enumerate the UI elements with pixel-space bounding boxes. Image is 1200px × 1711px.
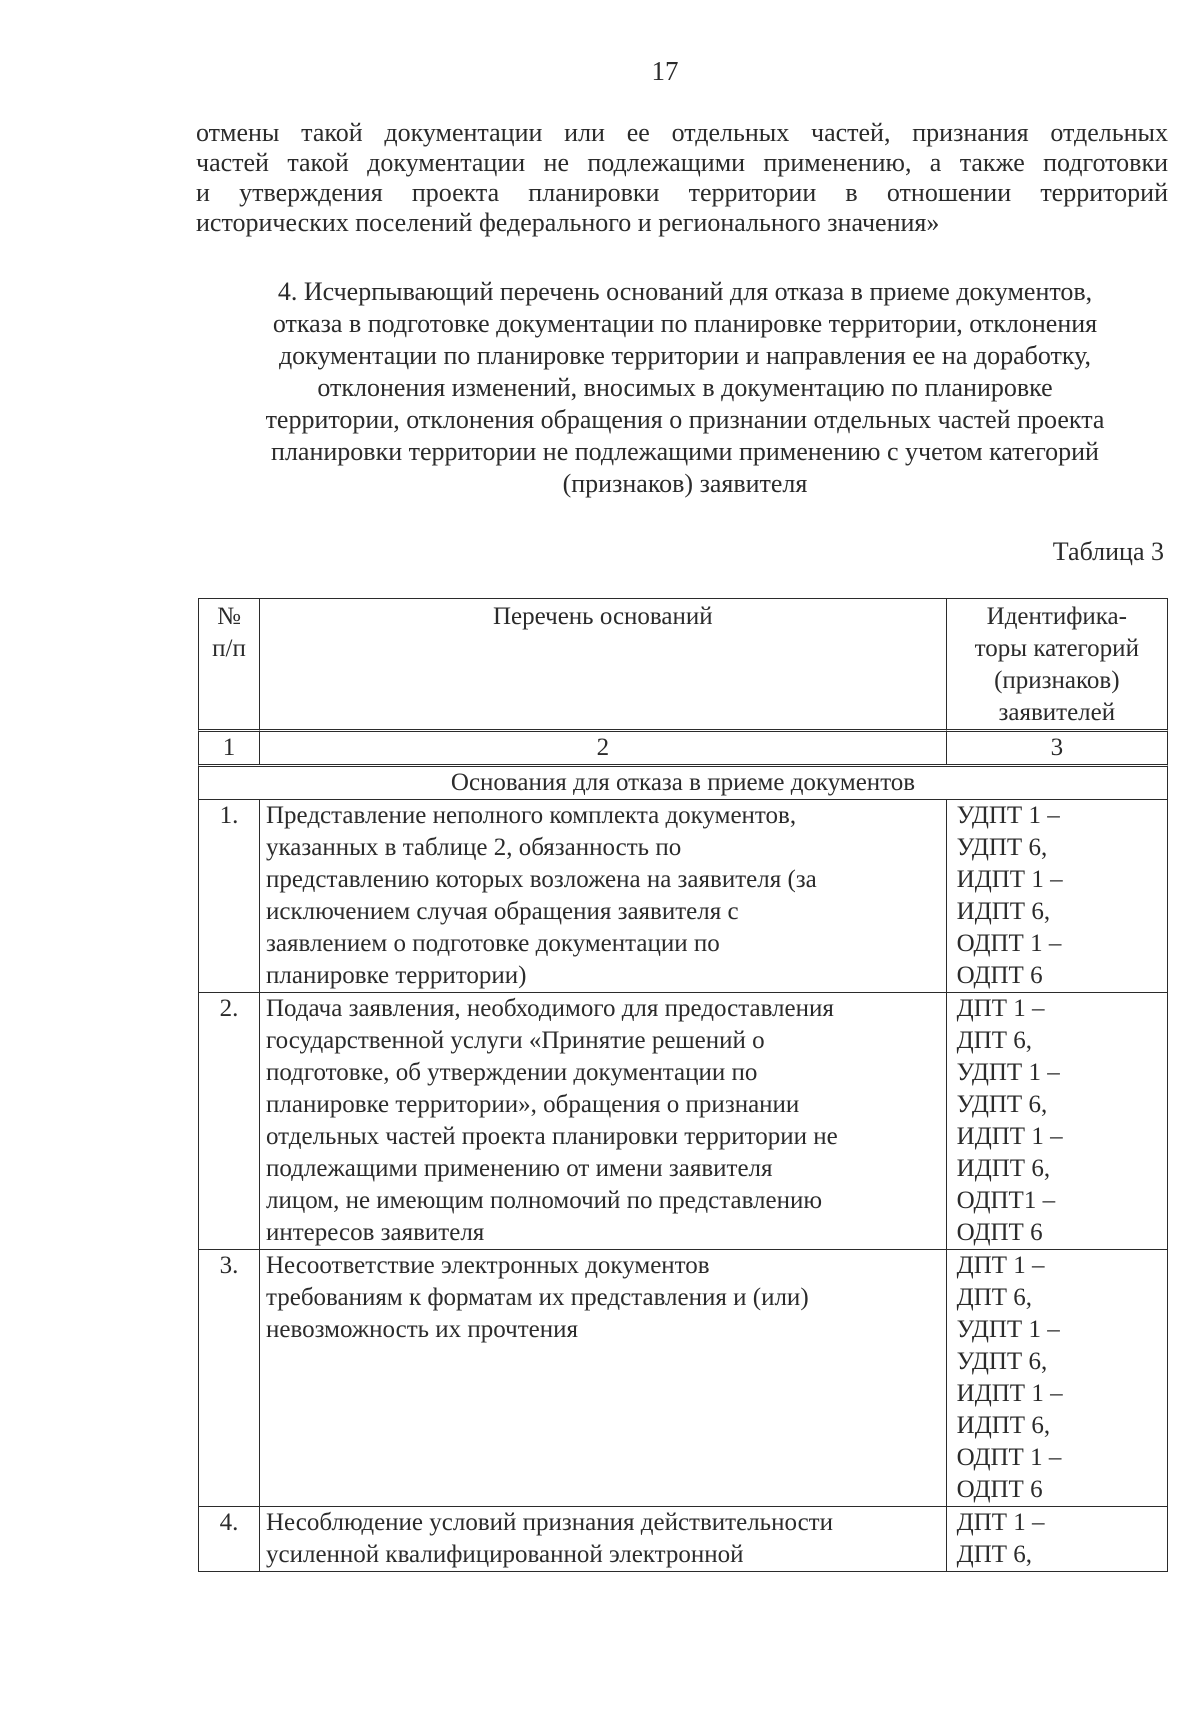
row-identifiers <box>946 1506 1168 1572</box>
cell-line: указанных в таблице 2, обязанность по <box>266 834 682 861</box>
column-number-row <box>198 729 1168 764</box>
cell-line: интересов заявителя <box>266 1219 485 1246</box>
column-number: 2 <box>259 729 946 764</box>
cell-line: УДПТ 1 – <box>956 1059 1060 1086</box>
row-number: 3. <box>198 1249 259 1506</box>
heading-line: 4. Исчерпывающий перечень оснований для отказа в приеме документов, <box>277 277 1093 306</box>
column-number: 3 <box>946 729 1168 764</box>
cell-line: заявлением о подготовке документации по <box>266 930 720 957</box>
paragraph-line: и утверждения проекта планировки территории в отношении территорий <box>196 178 1168 207</box>
heading-line: документации по планировке территории и направления ее на доработку, <box>278 341 1092 370</box>
cell-line: ДПТ 1 – <box>956 995 1045 1022</box>
table-row <box>198 799 1168 992</box>
cell-line: ОДПТ 6 <box>956 1476 1043 1503</box>
column-number: 1 <box>198 729 259 764</box>
row-grounds <box>259 799 946 992</box>
heading-line: отказа в подготовке документации по планировке территории, отклонения <box>272 309 1098 338</box>
cell-line: УДПТ 6, <box>956 1091 1048 1118</box>
table-caption: Таблица 3 <box>1052 537 1164 566</box>
cell-line: отдельных частей проекта планировки территории не <box>266 1123 838 1150</box>
paragraph-line: отмены такой документации или ее отдельных частей, признания отдельных <box>196 118 1168 147</box>
cell-line: ОДПТ 1 – <box>956 930 1062 957</box>
cell-line: ИДПТ 6, <box>956 898 1051 925</box>
paragraph-line: частей такой документации не подлежащими применению, а также подготовки <box>196 148 1168 177</box>
heading-line: территории, отклонения обращения о признании отдельных частей проекта <box>265 405 1105 434</box>
continuation-paragraph <box>196 118 1168 238</box>
paragraph-line: исторических поселений федерального и регионального значения» <box>196 208 940 237</box>
table-row <box>198 1249 1168 1506</box>
cell-line: ОДПТ 1 – <box>956 1444 1062 1471</box>
header-line: Идентифика- <box>986 603 1127 630</box>
header-line: заявителей <box>998 699 1116 726</box>
section-heading <box>200 276 1170 500</box>
header-number <box>198 598 259 729</box>
row-number: 2. <box>198 992 259 1249</box>
cell-line: ДПТ 6, <box>956 1284 1033 1311</box>
header-grounds <box>259 598 946 729</box>
heading-line: отклонения изменений, вносимых в документацию по планировке <box>317 373 1053 402</box>
cell-line: исключением случая обращения заявителя с <box>266 898 739 925</box>
cell-line: УДПТ 1 – <box>956 1316 1060 1343</box>
cell-line: представлению которых возложена на заявителя (за <box>266 866 817 893</box>
cell-line: лицом, не имеющим полномочий по представлению <box>266 1187 823 1214</box>
row-identifiers <box>946 992 1168 1249</box>
cell-line: ИДПТ 6, <box>956 1155 1051 1182</box>
table-header-row <box>198 598 1168 729</box>
table-row <box>198 1506 1168 1572</box>
cell-line: УДПТ 6, <box>956 1348 1048 1375</box>
cell-line: планировке территории) <box>266 962 527 989</box>
cell-line: подлежащими применению от имени заявителя <box>266 1155 773 1182</box>
row-identifiers <box>946 799 1168 992</box>
cell-line: ИДПТ 6, <box>956 1412 1051 1439</box>
header-identifiers <box>946 598 1168 729</box>
row-grounds <box>259 992 946 1249</box>
row-number: 4. <box>198 1506 259 1572</box>
cell-line: УДПТ 1 – <box>956 802 1060 829</box>
cell-line: Несоответствие электронных документов <box>266 1252 710 1279</box>
cell-line: ДПТ 6, <box>956 1541 1033 1568</box>
heading-line: планировки территории не подлежащими применению с учетом категорий <box>271 437 1099 466</box>
cell-line: ОДПТ 6 <box>956 1219 1043 1246</box>
cell-line: Несоблюдение условий признания действительности <box>266 1509 833 1536</box>
heading-line: (признаков) заявителя <box>562 469 808 498</box>
header-line: № <box>217 603 241 630</box>
cell-line: Представление неполного комплекта документов, <box>266 802 797 829</box>
row-identifiers <box>946 1249 1168 1506</box>
cell-line: подготовке, об утверждении документации по <box>266 1059 758 1086</box>
cell-line: ДПТ 6, <box>956 1027 1033 1054</box>
cell-line: ИДПТ 1 – <box>956 1380 1063 1407</box>
cell-line: Подача заявления, необходимого для предоставления <box>266 995 834 1022</box>
group-title: Основания для отказа в приеме документов <box>198 764 1168 799</box>
group-title-row <box>198 764 1168 799</box>
cell-line: УДПТ 6, <box>956 834 1048 861</box>
cell-line: невозможность их прочтения <box>266 1316 578 1343</box>
row-number: 1. <box>198 799 259 992</box>
cell-line: требованиям к форматам их представления и (или) <box>266 1284 809 1311</box>
cell-line: ОДПТ1 – <box>956 1187 1056 1214</box>
cell-line: усиленной квалифицированной электронной <box>266 1541 744 1568</box>
grounds-table-wrapper <box>198 598 1168 1572</box>
row-grounds <box>259 1249 946 1506</box>
row-grounds <box>259 1506 946 1572</box>
header-line: п/п <box>212 635 246 662</box>
cell-line: ДПТ 1 – <box>956 1509 1045 1536</box>
cell-line: ОДПТ 6 <box>956 962 1043 989</box>
grounds-table <box>198 598 1168 1572</box>
cell-line: ДПТ 1 – <box>956 1252 1045 1279</box>
page-number: 17 <box>651 56 679 86</box>
cell-line: ИДПТ 1 – <box>956 866 1063 893</box>
header-line: Перечень оснований <box>493 603 713 630</box>
table-row <box>198 992 1168 1249</box>
cell-line: государственной услуги «Принятие решений о <box>266 1027 765 1054</box>
header-line: (признаков) <box>994 667 1120 694</box>
header-line: торы категорий <box>974 635 1139 662</box>
cell-line: планировке территории», обращения о признании <box>266 1091 800 1118</box>
cell-line: ИДПТ 1 – <box>956 1123 1063 1150</box>
